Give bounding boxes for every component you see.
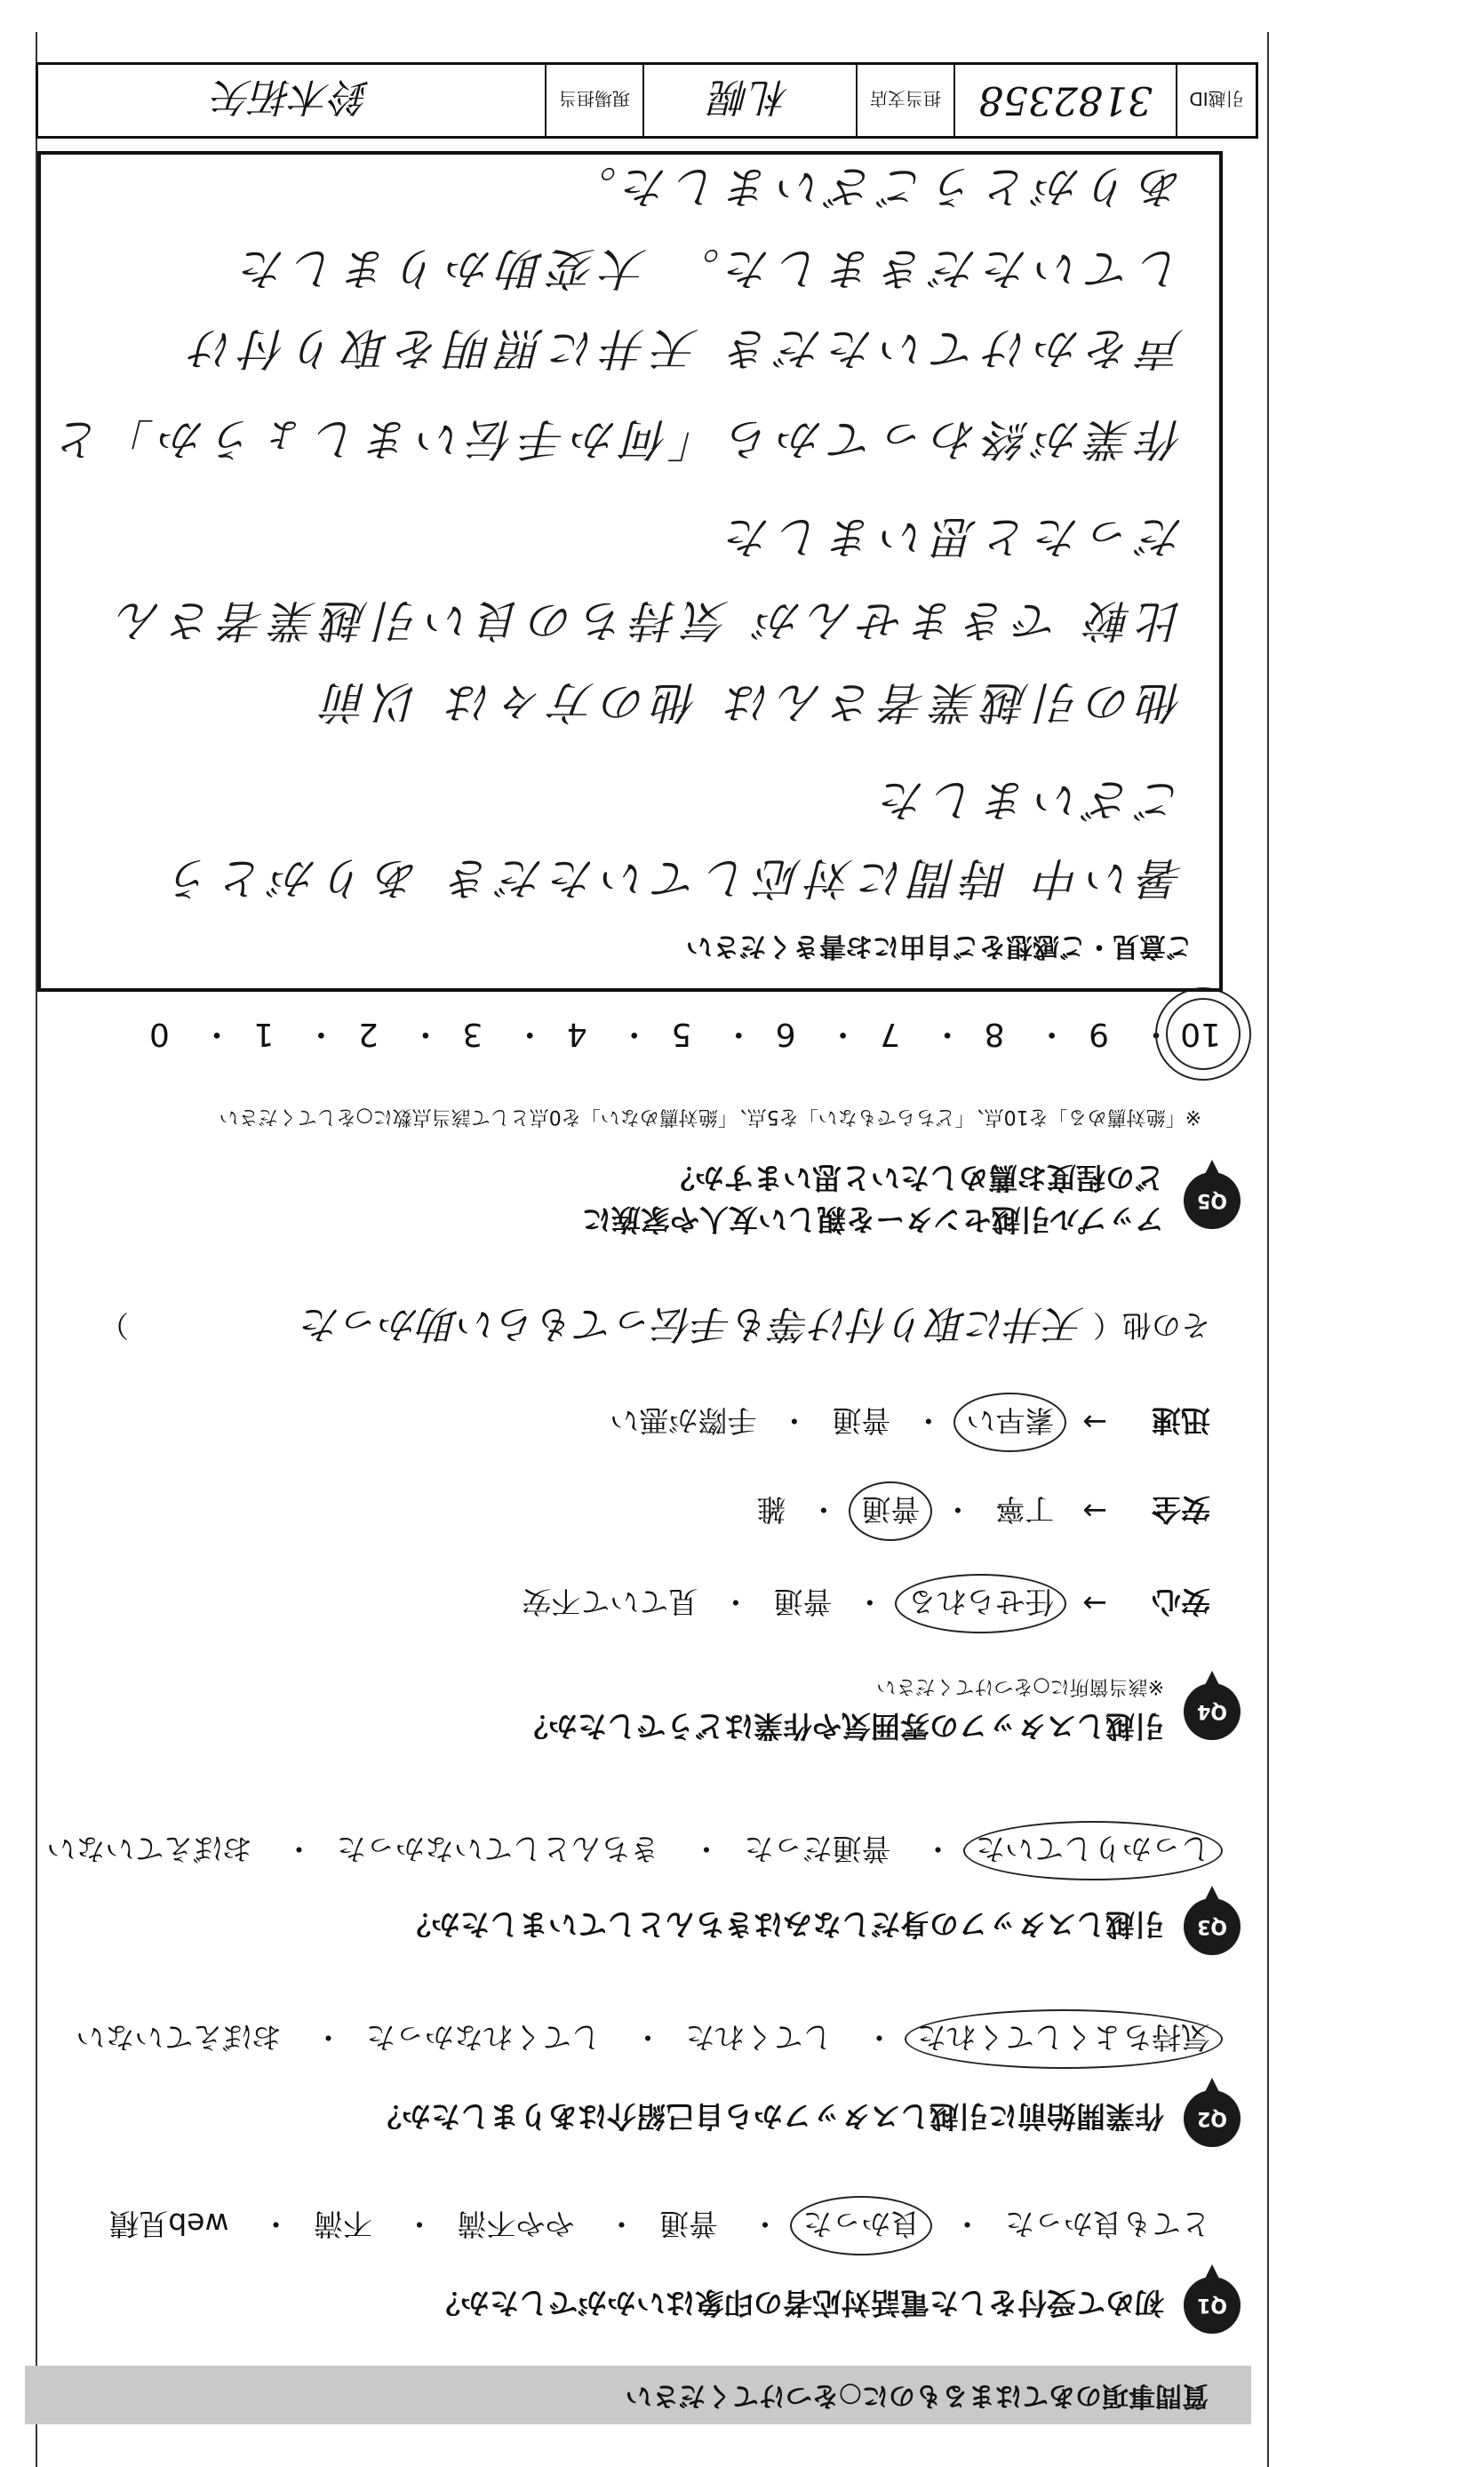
q4-row-jinsoku: 迅速 → 素早い ・ 普通 ・ 手際が悪い <box>610 1401 1210 1443</box>
comment-line: ございました <box>874 774 1184 826</box>
q4-option[interactable]: 普通 <box>773 1585 833 1619</box>
q3-badge: Q3 <box>1184 1898 1241 1955</box>
q5-text-line2: どの程度お薦めしたいと思いますか？ <box>666 1161 1164 1195</box>
leader-label: 現場担当 <box>559 88 630 110</box>
q4-note: ※該当箇所に○をつけてください <box>876 1675 1164 1697</box>
q4-row-label: 安全 <box>1152 1492 1210 1527</box>
q4-option[interactable]: 普通 <box>832 1403 891 1438</box>
arrow-icon: → <box>1082 1586 1107 1621</box>
q4-option-selected[interactable]: 普通 <box>861 1490 920 1532</box>
q4-row-anzen: 安全 → 丁寧 ・ 普通 ・ 雑 <box>756 1490 1210 1532</box>
q1-option-selected[interactable]: 良かった <box>803 2205 921 2247</box>
move-id-value: 3182358 <box>978 77 1153 124</box>
footer-table <box>36 62 1258 139</box>
q1-badge: Q1 <box>1184 2277 1241 2334</box>
q2-options: 気持ちよくしてくれた・ してくれた・ してくれなかった・ おぼえていない <box>76 2018 1211 2060</box>
q5-score[interactable]: 4 <box>566 1016 587 1052</box>
arrow-icon: → <box>1082 1494 1107 1529</box>
comment-box[interactable] <box>37 151 1223 992</box>
q3-option[interactable]: おぼえていない <box>46 1832 252 1866</box>
comment-line: 暑い中 時間に対応していただき ありがとう <box>162 852 1184 904</box>
comment-line: 比較 できませんが 気持ちの良い引越業者さん <box>110 595 1184 646</box>
q4-row-anshin: 安心 → 任せられる ・ 普通 ・ 見ていて不安 <box>522 1583 1210 1625</box>
q5-score[interactable]: 5 <box>671 1016 692 1052</box>
q5-score-selected[interactable]: 10 <box>1180 1016 1221 1052</box>
comment-line: 作業が終わってから「何か手伝いましょうか」と <box>50 413 1184 465</box>
q5-score[interactable]: 2 <box>357 1016 379 1052</box>
question-3 <box>402 1898 1241 1955</box>
q5-score[interactable]: 3 <box>462 1016 483 1052</box>
q5-badge: Q5 <box>1184 1172 1241 1229</box>
question-5 <box>582 1159 1241 1242</box>
q3-text: 引越しスタッフの身だしなみはきちんとしていましたか？ <box>402 1907 1164 1943</box>
comment-title: ご意見・ご感想をご自由にお書きください <box>686 930 1193 962</box>
q4-option[interactable]: 手際が悪い <box>610 1403 757 1438</box>
q4-option-selected[interactable]: 素早い <box>966 1401 1054 1443</box>
q1-options: とても良かった・ 良かった・ 普通・ やや不満・ 不満・ web見積 <box>109 2205 1210 2247</box>
q1-text: 初めて受付をした電話対応者の印象はいかがでしたか？ <box>431 2286 1164 2321</box>
q4-badge: Q4 <box>1184 1683 1241 1740</box>
question-2 <box>372 2090 1241 2147</box>
q4-other-close: ） <box>100 1308 129 1344</box>
q2-badge: Q2 <box>1184 2090 1241 2147</box>
q2-option-selected[interactable]: 気持ちよくしてくれた <box>917 2018 1210 2060</box>
q1-option[interactable]: 不満 <box>314 2207 372 2241</box>
comment-line: だったと思いました <box>720 511 1184 563</box>
comment-line: 他の引越業者さんは 他の方々は 以前 <box>316 676 1184 728</box>
move-id-label: 引越ID <box>1189 88 1244 110</box>
comment-line: していただきました。 大変助かりました <box>235 243 1184 294</box>
q4-other <box>100 1299 1210 1356</box>
q3-options: しっかりしていた・ 普通だった・ きちんとしていなかった・ おぼえていない <box>47 1830 1211 1872</box>
q5-score[interactable]: 6 <box>775 1016 796 1052</box>
q1-option[interactable]: とても良かった <box>1005 2207 1210 2241</box>
q4-option-selected[interactable]: 任せられる <box>907 1583 1054 1625</box>
q4-row-label: 安心 <box>1152 1585 1210 1619</box>
q2-option[interactable]: おぼえていない <box>76 2020 282 2055</box>
q4-option[interactable]: 雑 <box>756 1492 786 1527</box>
comment-line: ありがとうございました。 <box>565 161 1184 212</box>
q3-option[interactable]: 普通だった <box>744 1832 891 1866</box>
q2-option[interactable]: してくれなかった <box>366 2020 601 2055</box>
q4-option[interactable]: 丁寧 <box>995 1492 1055 1527</box>
question-1 <box>431 2277 1241 2334</box>
q3-option[interactable]: きちんとしていなかった <box>337 1832 659 1866</box>
q4-other-text[interactable]: 天井に取り付け等も手伝ってもらい助かった <box>302 1301 1084 1346</box>
instruction-banner: 質問事項のあてはまるものに○をつけてください <box>25 2366 1251 2424</box>
q5-note: ※「絶対薦める」を10点、「どちらでもない」を5点、「絶対薦めない」を0点として該当点数に○をしてください <box>219 1106 1201 1128</box>
q2-text: 作業開始前に引越しスタッフから自己紹介はありましたか？ <box>372 2099 1164 2135</box>
q5-score[interactable]: 8 <box>984 1016 1005 1052</box>
q5-score[interactable]: 9 <box>1089 1016 1109 1052</box>
branch-label: 担当支店 <box>870 88 941 110</box>
leader-value: 鈴木拓矢 <box>213 74 370 119</box>
q3-option-selected[interactable]: しっかりしていた <box>976 1830 1210 1872</box>
q4-other-label: その他（ <box>1093 1308 1210 1344</box>
q4-row-label: 迅速 <box>1152 1403 1210 1438</box>
q5-score[interactable]: 7 <box>880 1016 901 1052</box>
q5-score[interactable]: 0 <box>149 1016 170 1052</box>
q5-scale: 10・ 9・ 8・ 7・ 6・ 5・ 4・ 3・ 2・ 1・ 0 <box>141 1014 1221 1059</box>
comment-line: 声をかけていただき 天井に照明を取り付け <box>183 323 1184 374</box>
q1-option[interactable]: 普通 <box>659 2207 718 2241</box>
q4-option[interactable]: 見ていて不安 <box>522 1585 698 1619</box>
arrow-icon: → <box>1082 1405 1107 1440</box>
q1-option[interactable]: web見積 <box>109 2207 229 2241</box>
q1-option[interactable]: やや不満 <box>457 2207 575 2241</box>
q2-option[interactable]: してくれた <box>685 2020 833 2055</box>
q5-text-line1: アップル引越センターを親しい友人や家族に <box>581 1202 1164 1237</box>
q5-score[interactable]: 1 <box>253 1016 275 1052</box>
question-4 <box>519 1674 1241 1749</box>
q4-text: 引越しスタッフの雰囲気や作業はどうでしたか？ <box>519 1709 1164 1744</box>
branch-value: 札幌 <box>711 74 789 119</box>
